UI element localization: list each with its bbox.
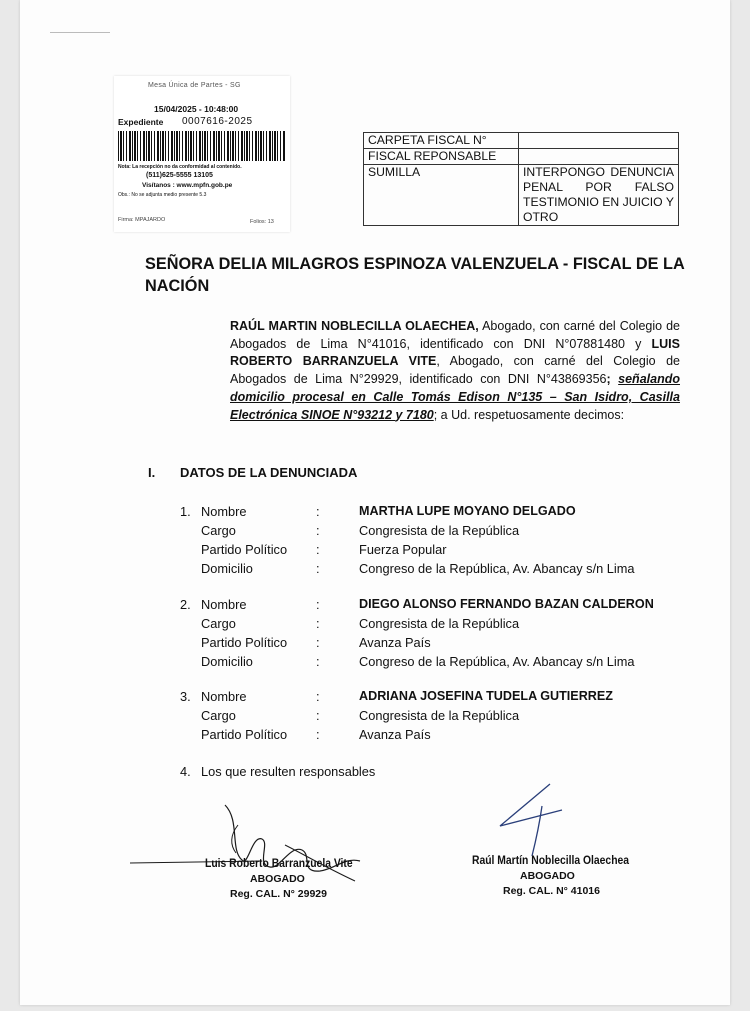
field-colon: :	[316, 689, 320, 704]
item-number: 2.	[180, 597, 191, 612]
lawyer-name-1: RAÚL MARTIN NOBLECILLA OLAECHEA,	[230, 319, 479, 333]
lawyer-name-2: LUIS ROBERTO BARRANZUELA VITE	[230, 336, 680, 369]
signatory-name: Luis Roberto Barranzuela Vite	[205, 858, 353, 870]
handwritten-signature-2	[490, 780, 580, 860]
signatory-title: ABOGADO	[250, 873, 305, 885]
field-label: Nombre	[201, 689, 247, 704]
field-colon: :	[316, 708, 320, 723]
intro-separator: ;	[606, 372, 611, 387]
intro-paragraph	[230, 318, 680, 424]
page-fold-mark	[50, 32, 110, 33]
section-number: I.	[148, 465, 156, 480]
field-label: Domicilio	[201, 654, 253, 669]
header-value	[519, 133, 679, 149]
field-label: Partido Político	[201, 635, 288, 650]
field-value: Congreso de la República, Av. Abancay s/n Lima	[359, 561, 635, 576]
section-title: DATOS DE LA DENUNCIADA	[180, 465, 358, 480]
stamp-web: Visítanos : www.mpfn.gob.pe	[142, 182, 233, 189]
field-label: Nombre	[201, 597, 247, 612]
field-colon: :	[316, 635, 320, 650]
handwritten-signature-1	[130, 795, 370, 885]
field-label: Cargo	[201, 523, 236, 538]
field-value: Avanza País	[359, 727, 431, 742]
field-colon: :	[316, 504, 320, 519]
field-label: Partido Político	[201, 542, 288, 557]
header-key: SUMILLA	[364, 165, 519, 226]
header-key: FISCAL REPONSABLE	[364, 149, 519, 165]
stamp-datetime: 15/04/2025 - 10:48:00	[154, 104, 239, 114]
field-value: Congresista de la República	[359, 523, 520, 538]
stamp-firma: Firma: MPAJARDO	[118, 217, 166, 223]
addressee-heading: SEÑORA DELIA MILAGROS ESPINOZA VALENZUELA - FISCAL DE LA NACIÓN	[145, 255, 685, 295]
stamp-folios: Folios: 13	[250, 219, 274, 225]
reception-stamp	[114, 76, 290, 232]
field-value: Fuerza Popular	[359, 542, 447, 557]
denunciado-name: ADRIANA JOSEFINA TUDELA GUTIERREZ	[359, 689, 613, 703]
item-number: 4.	[180, 764, 191, 779]
signatory-title: ABOGADO	[520, 870, 575, 882]
header-row-carpeta	[364, 133, 679, 149]
field-label: Cargo	[201, 616, 236, 631]
stamp-expediente-value: 0007616-2025	[182, 116, 253, 127]
item-number: 3.	[180, 689, 191, 704]
item4-text: Los que resulten responsables	[201, 764, 376, 779]
field-colon: :	[316, 542, 320, 557]
signatory-name: Raúl Martín Noblecilla Olaechea	[472, 855, 630, 867]
field-label: Nombre	[201, 504, 247, 519]
field-label: Partido Político	[201, 727, 288, 742]
stamp-barcode	[118, 131, 285, 161]
signatory-registration: Reg. CAL. N° 29929	[230, 888, 327, 900]
header-row-sumilla	[364, 165, 679, 226]
field-label: Cargo	[201, 708, 236, 723]
field-colon: :	[316, 597, 320, 612]
field-value: Congresista de la República	[359, 616, 520, 631]
item-number: 1.	[180, 504, 191, 519]
case-header-table	[363, 132, 679, 226]
stamp-title: Mesa Única de Partes - SG	[148, 82, 241, 89]
procedural-domicile: señalando domicilio procesal en Calle Tomás Edison N°135 – San Isidro, Casilla Electrónica SINOE N°93212 y 7180	[230, 372, 680, 422]
intro-text-2: , Abogado, con carné del Colegio de Abogados de Lima N°29929, identificado con DNI N°43869356	[230, 354, 680, 387]
signatory-registration: Reg. CAL. N° 41016	[503, 885, 600, 897]
intro-text-1: Abogado, con carné del Colegio de Abogados de Lima N°41016, identificado con DNI N°07881480 y	[230, 319, 680, 351]
intro-text-3: ; a Ud. respetuosamente decimos:	[433, 407, 625, 422]
field-colon: :	[316, 561, 320, 576]
field-colon: :	[316, 727, 320, 742]
header-value-sumilla: INTERPONGO DENUNCIA PENAL POR FALSO TESTIMONIO EN JUICIO Y OTRO	[519, 165, 679, 226]
field-colon: :	[316, 616, 320, 631]
stamp-phone: (511)625-5555 13105	[146, 172, 213, 179]
field-colon: :	[316, 523, 320, 538]
field-value: Congreso de la República, Av. Abancay s/n Lima	[359, 654, 635, 669]
stamp-observation: Obs.: No se adjunta medio presente 5.3	[118, 192, 207, 198]
denunciado-name: DIEGO ALONSO FERNANDO BAZAN CALDERON	[359, 597, 654, 611]
header-value	[519, 149, 679, 165]
field-value: Congresista de la República	[359, 708, 520, 723]
field-value: Avanza País	[359, 635, 431, 650]
stamp-expediente-label: Expediente	[118, 117, 164, 127]
field-colon: :	[316, 654, 320, 669]
header-row-fiscal	[364, 149, 679, 165]
field-label: Domicilio	[201, 561, 253, 576]
stamp-note: Nota: La recepción no da conformidad al contenido.	[118, 164, 242, 170]
denunciado-name: MARTHA LUPE MOYANO DELGADO	[359, 504, 576, 518]
header-key: CARPETA FISCAL N°	[364, 133, 519, 149]
